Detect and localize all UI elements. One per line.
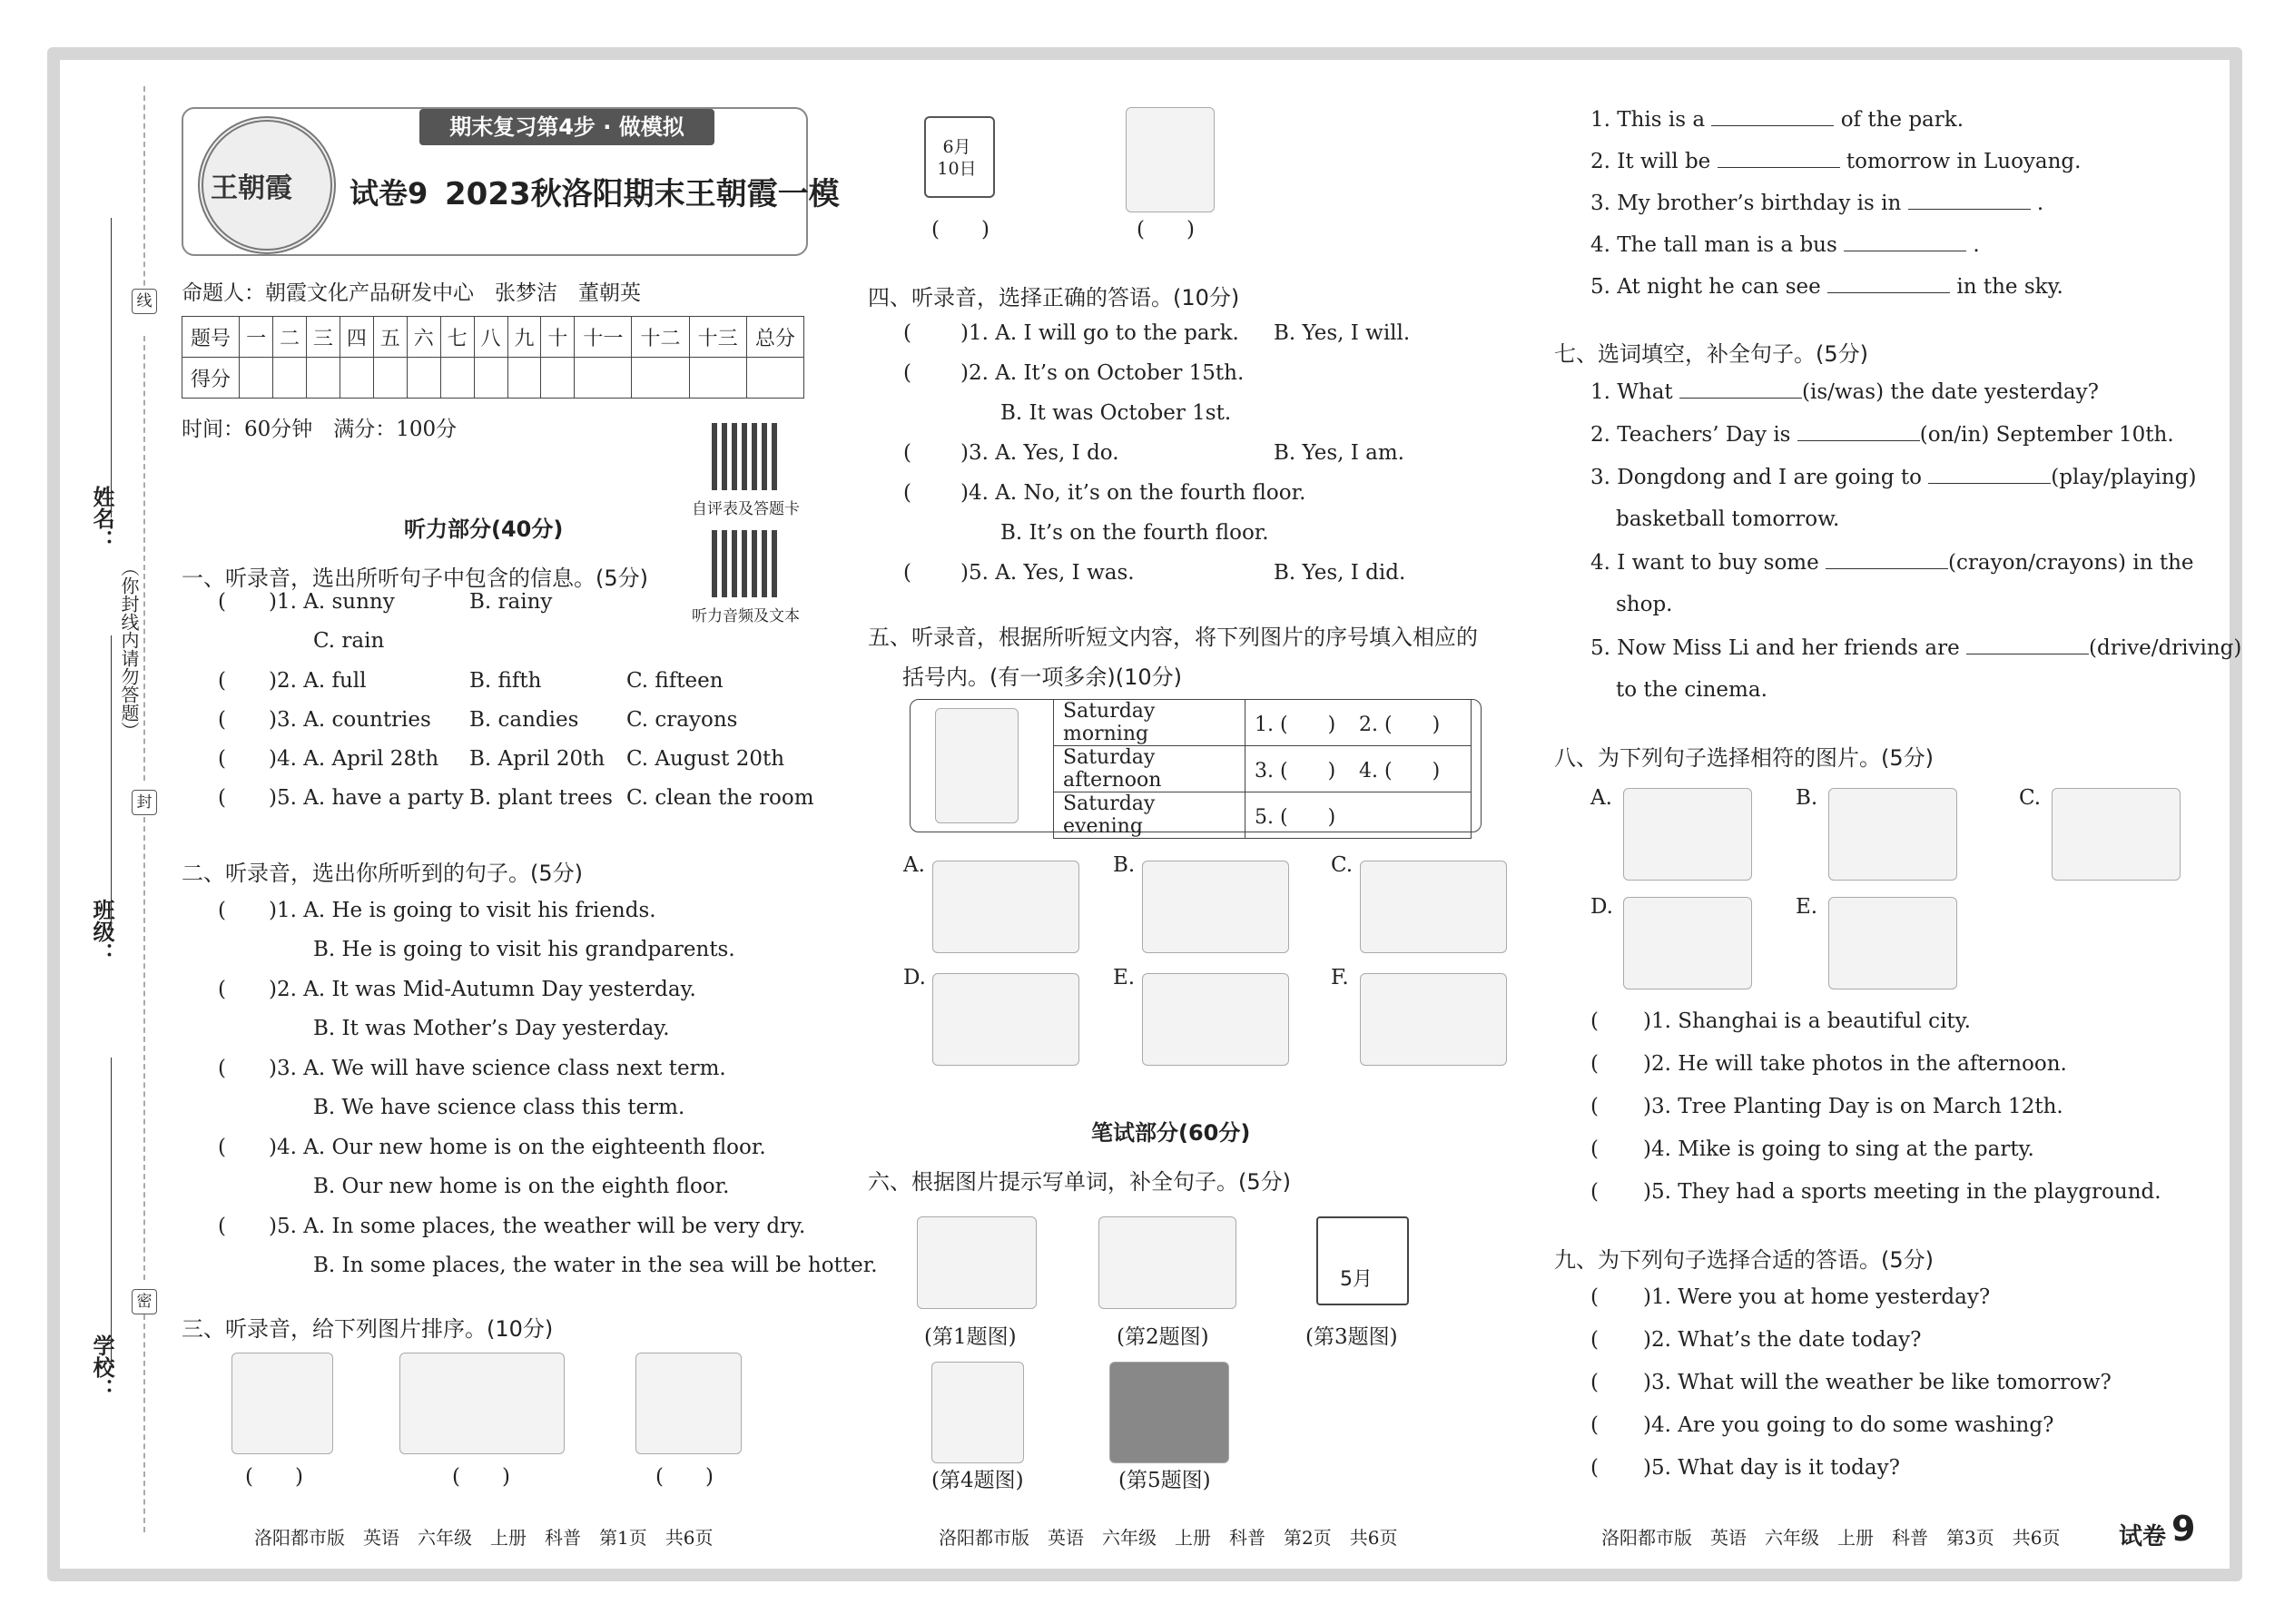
footer-page-3: 洛阳都市版 英语 六年级 上册 科普 第3页 共6页 <box>1601 1527 2061 1549</box>
answer-paren[interactable]: ( <box>218 1215 226 1238</box>
fill-sentence <box>1590 147 2081 175</box>
score-row-label: 得分 <box>182 358 240 399</box>
schedule-blank[interactable]: 1. ( ) <box>1255 713 1336 736</box>
sentence-continuation: shop. <box>1616 593 1673 616</box>
s1-item-c: C. August 20th <box>626 747 785 771</box>
logo-text: 王朝霞 <box>211 172 292 204</box>
picture-park-map <box>917 1216 1037 1309</box>
sentence-start: 3. My brother’s birthday is in <box>1590 192 1902 215</box>
s9-question: )1. Were you at home yesterday? <box>1643 1285 1991 1309</box>
picture-night-stars <box>1109 1362 1229 1463</box>
sentence-end: (on/in) September 10th. <box>1919 423 2174 447</box>
sentence-continuation: to the cinema. <box>1616 678 1767 702</box>
fill-sentence <box>1590 105 1964 133</box>
picture-label: D. <box>903 966 926 989</box>
answer-blank[interactable] <box>1797 420 1920 441</box>
answer-paren[interactable]: ( <box>1590 1456 1599 1480</box>
figure-caption: (第5题图) <box>1118 1469 1211 1492</box>
score-input-cell[interactable] <box>440 358 474 399</box>
answer-paren[interactable]: ( <box>903 361 911 385</box>
seal-mark-secret: 密 <box>132 1289 157 1314</box>
choice-sentence <box>1590 378 2099 406</box>
schedule-time: Saturday afternoon <box>1054 746 1245 792</box>
time-line: 时间：60分钟 满分：100分 <box>182 418 458 441</box>
s8-sentence: )1. Shanghai is a beautiful city. <box>1643 1009 1971 1033</box>
s4-option-b: B. Yes, I will. <box>1274 321 1411 345</box>
score-input-cell[interactable] <box>273 358 307 399</box>
qr-caption-2: 听力音频及文本 <box>692 607 800 625</box>
s4-option-a: )5. A. Yes, I was. <box>960 561 1135 585</box>
score-header-cell: 总分 <box>746 317 803 358</box>
section-7-heading: 七、选词填空，补全句子。(5分) <box>1554 341 1868 367</box>
s4-option-a: )2. A. It’s on October 15th. <box>960 361 1245 385</box>
s4-option-a: )4. A. No, it’s on the fourth floor. <box>960 481 1306 505</box>
section-3-heading: 三、听录音，给下列图片排序。(10分) <box>182 1316 554 1342</box>
answer-blank[interactable] <box>1908 189 2031 210</box>
answer-paren[interactable]: ( <box>1590 1285 1599 1309</box>
footer-page-2: 洛阳都市版 英语 六年级 上册 科普 第2页 共6页 <box>939 1527 1398 1549</box>
class-label: 班级： <box>89 899 114 964</box>
sentence-start: 2. It will be <box>1590 150 1711 173</box>
class-line <box>111 635 112 935</box>
fill-sentence <box>1590 231 1980 259</box>
s4-option-b: B. Yes, I did. <box>1274 561 1406 585</box>
s9-question: )2. What’s the date today? <box>1643 1328 1922 1352</box>
section-9-heading: 九、为下列句子选择合适的答语。(5分) <box>1554 1247 1934 1273</box>
picture-label: A. <box>1590 786 1612 810</box>
qr-code-1[interactable] <box>712 423 779 490</box>
answer-paren[interactable]: ( <box>903 561 911 585</box>
score-input-cell[interactable] <box>306 358 340 399</box>
fill-sentence <box>1590 272 2063 300</box>
answer-paren[interactable]: ( <box>903 481 911 505</box>
s2-option-b: B. We have science class this term. <box>313 1096 685 1119</box>
picture-label: C. <box>2019 786 2042 810</box>
score-header-label: 题号 <box>182 317 240 358</box>
picture-label: B. <box>1796 786 1818 810</box>
s2-option-a: )5. A. In some places, the weather will be very dry. <box>269 1215 806 1238</box>
qr-code-2[interactable] <box>712 530 779 597</box>
calendar-may-icon <box>1316 1216 1409 1305</box>
written-heading: 笔试部分(60分) <box>1091 1120 1251 1146</box>
s1-item-b: B. plant trees <box>469 786 613 810</box>
schedule-blank[interactable]: 2. ( ) <box>1359 713 1441 736</box>
sentence-start: 1. This is a <box>1590 108 1706 132</box>
answer-blank[interactable] <box>1966 634 2089 655</box>
sentence-start: 5. Now Miss Li and her friends are <box>1590 636 1960 660</box>
score-input-cell[interactable] <box>240 358 273 399</box>
section-4-heading: 四、听录音，选择正确的答语。(10分) <box>868 285 1240 310</box>
s8-sentence: )3. Tree Planting Day is on March 12th. <box>1643 1095 2063 1118</box>
schedule-blank[interactable]: 4. ( ) <box>1359 759 1441 782</box>
order-paren-2[interactable]: ( ) <box>452 1465 510 1489</box>
listening-heading: 听力部分(40分) <box>404 517 564 542</box>
s1-item-a: )2. A. full <box>269 669 367 693</box>
picture-label: A. <box>903 853 925 877</box>
s2-option-a: )3. A. We will have science class next term. <box>269 1057 726 1080</box>
schedule-answers[interactable] <box>1245 746 1472 792</box>
seal-mark-seal: 封 <box>132 790 157 815</box>
binding-line <box>143 86 145 304</box>
schedule-answers[interactable] <box>1245 700 1472 746</box>
picture-washing <box>231 1353 333 1454</box>
picture-option <box>1360 973 1507 1066</box>
answer-blank[interactable] <box>1928 463 2051 484</box>
s1-item-a: )3. A. countries <box>269 708 431 732</box>
score-header-cell: 一 <box>240 317 273 358</box>
score-input-cell[interactable] <box>373 358 407 399</box>
s8-sentence: )5. They had a sports meeting in the playground. <box>1643 1180 2161 1204</box>
picture-option <box>1623 897 1752 989</box>
section-5-heading-line2: 括号内。(有一项多余)(10分) <box>902 664 1182 690</box>
answer-blank[interactable] <box>1679 378 1802 399</box>
picture-label: E. <box>1796 895 1818 919</box>
s2-option-b: B. It was Mother’s Day yesterday. <box>313 1017 670 1040</box>
calendar-month: 5月 <box>1340 1268 1373 1291</box>
picture-option <box>932 861 1079 953</box>
picture-option <box>1142 973 1289 1066</box>
sentence-end: . <box>1973 233 1980 257</box>
footer-tag: 试卷 <box>2119 1523 2167 1550</box>
s1-item-c: C. rain <box>313 629 385 653</box>
sentence-end: (is/was) the date yesterday? <box>1801 380 2099 404</box>
school-label: 学校： <box>89 1334 114 1400</box>
sentence-start: 1. What <box>1590 380 1673 404</box>
picture-option <box>1828 788 1957 881</box>
sentence-start: 4. The tall man is a bus <box>1590 233 1837 257</box>
seal-note: （你封线内请勿答题） <box>118 558 140 740</box>
sentence-end: . <box>2036 192 2044 215</box>
answer-paren[interactable]: ( <box>903 441 911 465</box>
name-label: 姓名： <box>89 486 114 551</box>
answer-paren[interactable]: ( <box>1590 1413 1599 1437</box>
s4-option-b: B. Yes, I am. <box>1274 441 1404 465</box>
schedule-table <box>1053 699 1472 839</box>
picture-label: D. <box>1590 895 1613 919</box>
sentence-end: tomorrow in Luoyang. <box>1846 150 2082 173</box>
score-header-cell: 二 <box>273 317 307 358</box>
picture-label: B. <box>1113 853 1136 877</box>
picture-option <box>932 973 1079 1066</box>
schedule-row <box>1054 746 1472 792</box>
score-header-cell: 十一 <box>575 317 632 358</box>
answer-paren[interactable]: ( <box>1590 1095 1599 1118</box>
figure-caption: (第2题图) <box>1117 1325 1209 1349</box>
answer-paren[interactable]: ( <box>1590 1137 1599 1161</box>
score-header-cell: 十 <box>541 317 575 358</box>
picture-bus-driver <box>931 1362 1024 1463</box>
score-input-cell[interactable] <box>689 358 746 399</box>
s9-question: )3. What will the weather be like tomorrow? <box>1643 1371 2112 1394</box>
fill-sentence <box>1590 189 2043 217</box>
answer-paren[interactable]: ( <box>1590 1371 1599 1394</box>
sentence-end: in the sky. <box>1956 275 2063 299</box>
picture-option <box>1142 861 1289 953</box>
s4-option-a: )1. A. I will go to the park. <box>960 321 1239 345</box>
picture-doctor <box>1126 107 1215 212</box>
author-line: 命题人：朝霞文化产品研发中心 张梦洁 董朝英 <box>182 281 641 305</box>
score-header-cell: 八 <box>474 317 507 358</box>
score-input-cell[interactable] <box>632 358 689 399</box>
s1-item-b: B. fifth <box>469 669 542 693</box>
section-2-heading: 二、听录音，选出你所听到的句子。(5分) <box>182 861 583 886</box>
header-banner: 期末复习第4步 · 做模拟 <box>419 109 714 145</box>
score-input-cell[interactable] <box>575 358 632 399</box>
sentence-continuation: basketball tomorrow. <box>1616 507 1840 531</box>
answer-paren[interactable]: ( <box>1590 1009 1599 1033</box>
answer-paren[interactable]: ( <box>218 899 226 922</box>
order-paren-3[interactable]: ( ) <box>655 1465 714 1489</box>
schedule-blank[interactable]: 3. ( ) <box>1255 759 1336 782</box>
score-header-cell: 三 <box>306 317 340 358</box>
s3-paren-4[interactable]: ( ) <box>931 218 989 241</box>
sentence-end: (play/playing) <box>2051 466 2197 489</box>
s1-item-b: B. rainy <box>469 590 553 614</box>
score-header-cell: 四 <box>340 317 373 358</box>
answer-paren[interactable]: ( <box>218 669 226 693</box>
score-input-cell[interactable] <box>340 358 373 399</box>
binding-line <box>143 817 145 1280</box>
sentence-end: (crayon/crayons) in the <box>1948 551 2194 575</box>
answer-paren[interactable]: ( <box>1590 1052 1599 1076</box>
binding-line <box>143 336 145 781</box>
score-header-cell: 十三 <box>689 317 746 358</box>
qr-caption-1: 自评表及答题卡 <box>692 500 800 518</box>
sentence-start: 3. Dongdong and I are going to <box>1590 466 1922 489</box>
s1-item-a: )4. A. April 28th <box>269 747 439 771</box>
answer-paren[interactable]: ( <box>903 321 911 345</box>
s9-question: )4. Are you going to do some washing? <box>1643 1413 2054 1437</box>
paper-title: 2023秋洛阳期末王朝霞一模 <box>445 176 840 212</box>
answer-paren[interactable]: ( <box>218 1057 226 1080</box>
s4-option-a: B. It was October 1st. <box>1000 401 1232 425</box>
s4-option-a: B. It’s on the fourth floor. <box>1000 521 1269 545</box>
s8-sentence: )2. He will take photos in the afternoon. <box>1643 1052 2067 1076</box>
section-1-heading: 一、听录音，选出所听句子中包含的信息。(5分) <box>182 566 648 591</box>
picture-windy-trees <box>1098 1216 1236 1309</box>
footer-tag-number: 9 <box>2171 1509 2196 1549</box>
section-6-heading: 六、根据图片提示写单词，补全句子。(5分) <box>868 1169 1291 1195</box>
answer-blank[interactable] <box>1711 105 1834 126</box>
s9-question: )5. What day is it today? <box>1643 1456 1900 1480</box>
schedule-time: Saturday evening <box>1054 792 1245 839</box>
choice-sentence <box>1590 634 2241 662</box>
s1-item-a: )5. A. have a party <box>269 786 464 810</box>
answer-paren[interactable]: ( <box>218 747 226 771</box>
school-line <box>111 1058 112 1366</box>
section-5-heading-line1: 五、听录音，根据所听短文内容，将下列图片的序号填入相应的 <box>868 625 1478 650</box>
schedule-row <box>1054 792 1472 839</box>
sentence-end: of the park. <box>1840 108 1964 132</box>
answer-paren[interactable]: ( <box>218 1136 226 1159</box>
s2-option-a: )2. A. It was Mid-Autumn Day yesterday. <box>269 978 696 1001</box>
score-input-cell[interactable] <box>507 358 541 399</box>
s2-option-a: )4. A. Our new home is on the eighteenth floor. <box>269 1136 766 1159</box>
picture-label: E. <box>1113 966 1136 989</box>
s3-paren-5[interactable]: ( ) <box>1137 218 1195 241</box>
s2-option-b: B. Our new home is on the eighth floor. <box>313 1175 730 1198</box>
choice-sentence <box>1590 548 2194 576</box>
picture-option <box>1828 897 1957 989</box>
s1-item-c: C. fifteen <box>626 669 724 693</box>
s2-option-a: )1. A. He is going to visit his friends. <box>269 899 656 922</box>
s4-option-a: )3. A. Yes, I do. <box>960 441 1119 465</box>
answer-paren[interactable]: ( <box>218 978 226 1001</box>
picture-label: F. <box>1331 966 1349 989</box>
score-input-cell[interactable] <box>407 358 440 399</box>
schedule-time: Saturday morning <box>1054 700 1245 746</box>
schedule-blank[interactable]: 5. ( ) <box>1255 805 1336 829</box>
score-input-cell[interactable] <box>474 358 507 399</box>
picture-option <box>2052 788 2181 881</box>
answer-paren[interactable]: ( <box>1590 1328 1599 1352</box>
picture-option <box>1623 788 1752 881</box>
binding-line <box>143 1314 145 1532</box>
s1-item-a: )1. A. sunny <box>269 590 395 614</box>
picture-sunny-boy <box>635 1353 742 1454</box>
score-header-cell: 七 <box>440 317 474 358</box>
picture-option <box>1360 861 1507 953</box>
score-header-cell: 五 <box>373 317 407 358</box>
answer-paren[interactable]: ( <box>1590 1180 1599 1204</box>
paper-number: 试卷9 <box>350 176 428 211</box>
sentence-start: 2. Teachers’ Day is <box>1590 423 1791 447</box>
figure-caption: (第1题图) <box>924 1325 1017 1349</box>
s1-item-c: C. crayons <box>626 708 738 732</box>
score-header-cell: 九 <box>507 317 541 358</box>
sentence-start: 4. I want to buy some <box>1590 551 1819 575</box>
score-header-cell: 十二 <box>632 317 689 358</box>
score-input-cell[interactable] <box>746 358 803 399</box>
schedule-row <box>1054 700 1472 746</box>
s1-item-c: C. clean the room <box>626 786 814 810</box>
footer-page-1: 洛阳都市版 英语 六年级 上册 科普 第1页 共6页 <box>254 1527 714 1549</box>
section-8-heading: 八、为下列句子选择相符的图片。(5分) <box>1554 745 1934 771</box>
schedule-answers[interactable] <box>1245 792 1472 839</box>
picture-label: C. <box>1331 853 1354 877</box>
choice-sentence <box>1590 463 2196 491</box>
seal-mark-line: 线 <box>132 289 157 314</box>
answer-blank[interactable] <box>1844 231 1966 251</box>
s2-option-b: B. In some places, the water in the sea will be hotter. <box>313 1254 878 1277</box>
s2-option-b: B. He is going to visit his grandparents. <box>313 938 735 961</box>
answer-paren[interactable]: ( <box>218 786 226 810</box>
s8-sentence: )4. Mike is going to sing at the party. <box>1643 1137 2034 1161</box>
s1-item-b: B. April 20th <box>469 747 605 771</box>
s1-item-b: B. candies <box>469 708 579 732</box>
answer-blank[interactable] <box>1826 548 1948 569</box>
answer-blank[interactable] <box>1827 272 1950 293</box>
score-table <box>182 316 804 399</box>
sentence-end: (drive/driving) <box>2089 636 2242 660</box>
figure-caption: (第4题图) <box>931 1469 1024 1492</box>
answer-paren[interactable]: ( <box>218 708 226 732</box>
score-input-cell[interactable] <box>541 358 575 399</box>
picture-boy-schedule <box>935 708 1019 823</box>
calendar-date: 6月 10日 <box>937 137 977 179</box>
score-header-cell: 六 <box>407 317 440 358</box>
figure-caption: (第3题图) <box>1305 1325 1398 1349</box>
choice-sentence <box>1590 420 2174 448</box>
answer-paren[interactable]: ( <box>218 590 226 614</box>
answer-blank[interactable] <box>1718 147 1840 168</box>
picture-children-group <box>399 1353 565 1454</box>
sentence-start: 5. At night he can see <box>1590 275 1821 299</box>
name-line <box>111 218 112 517</box>
order-paren-1[interactable]: ( ) <box>245 1465 303 1489</box>
